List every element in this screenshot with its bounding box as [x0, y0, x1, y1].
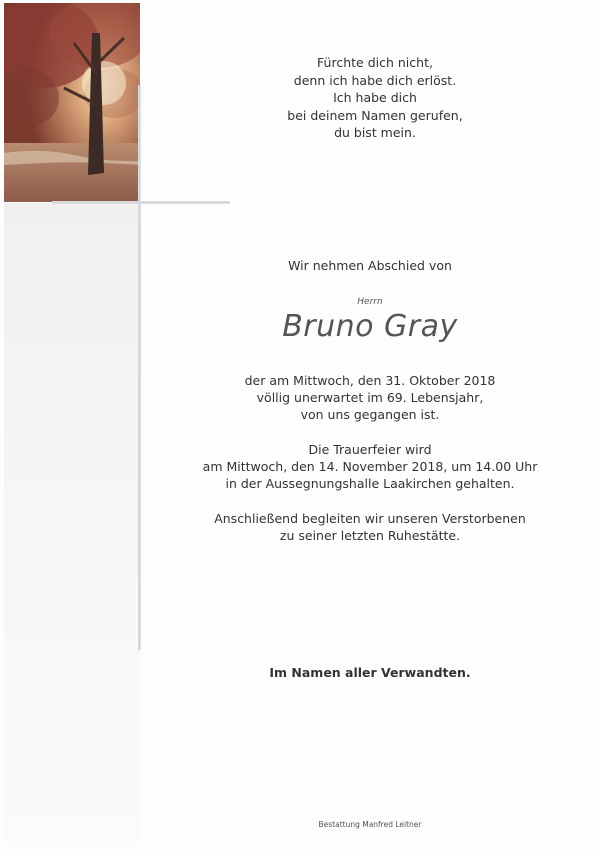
verse-line: du bist mein. — [334, 125, 416, 140]
autumn-tree-photo — [4, 3, 140, 202]
honorific: Herrn — [357, 297, 383, 307]
ceremony-line: in der Aussegnungshalle Laakirchen gehalten. — [225, 476, 515, 491]
burial-line: Anschließend begleiten wir unseren Verstorbenen — [214, 511, 526, 526]
death-line: völlig unerwartet im 69. Lebensjahr, — [256, 390, 484, 405]
verse-line: denn ich habe dich erlöst. — [293, 72, 457, 88]
cross-vertical-bar — [138, 85, 141, 650]
farewell-intro: Wir nehmen Abschied von — [288, 258, 452, 273]
death-line: der am Mittwoch, den 31. Oktober 2018 — [244, 373, 496, 388]
burial-line: zu seiner letzten Ruhestätte. — [279, 528, 461, 543]
verse-line: Ich habe dich — [333, 90, 417, 105]
death-line: von uns gegangen ist. — [300, 407, 440, 422]
decorative-side-strip — [4, 203, 140, 843]
closing-signature: Im Namen aller Verwandten. — [269, 665, 471, 680]
deceased-name: Bruno Gray — [282, 309, 458, 344]
bible-verse — [250, 54, 500, 142]
ceremony-line: am Mittwoch, den 14. November 2018, um 14.00 Uhr — [202, 459, 538, 474]
cross-horizontal-bar — [52, 201, 230, 204]
tree-photo-illustration — [4, 3, 140, 202]
ceremony-line: Die Trauerfeier wird — [308, 442, 432, 457]
verse-line: Fürchte dich nicht, — [317, 55, 433, 70]
burial-notice — [180, 510, 560, 544]
ceremony-notice — [180, 441, 560, 492]
death-notice — [180, 372, 560, 423]
undertaker-name: Bestattung Manfred Leitner — [318, 820, 422, 829]
verse-line: bei deinem Namen gerufen, — [287, 107, 463, 123]
